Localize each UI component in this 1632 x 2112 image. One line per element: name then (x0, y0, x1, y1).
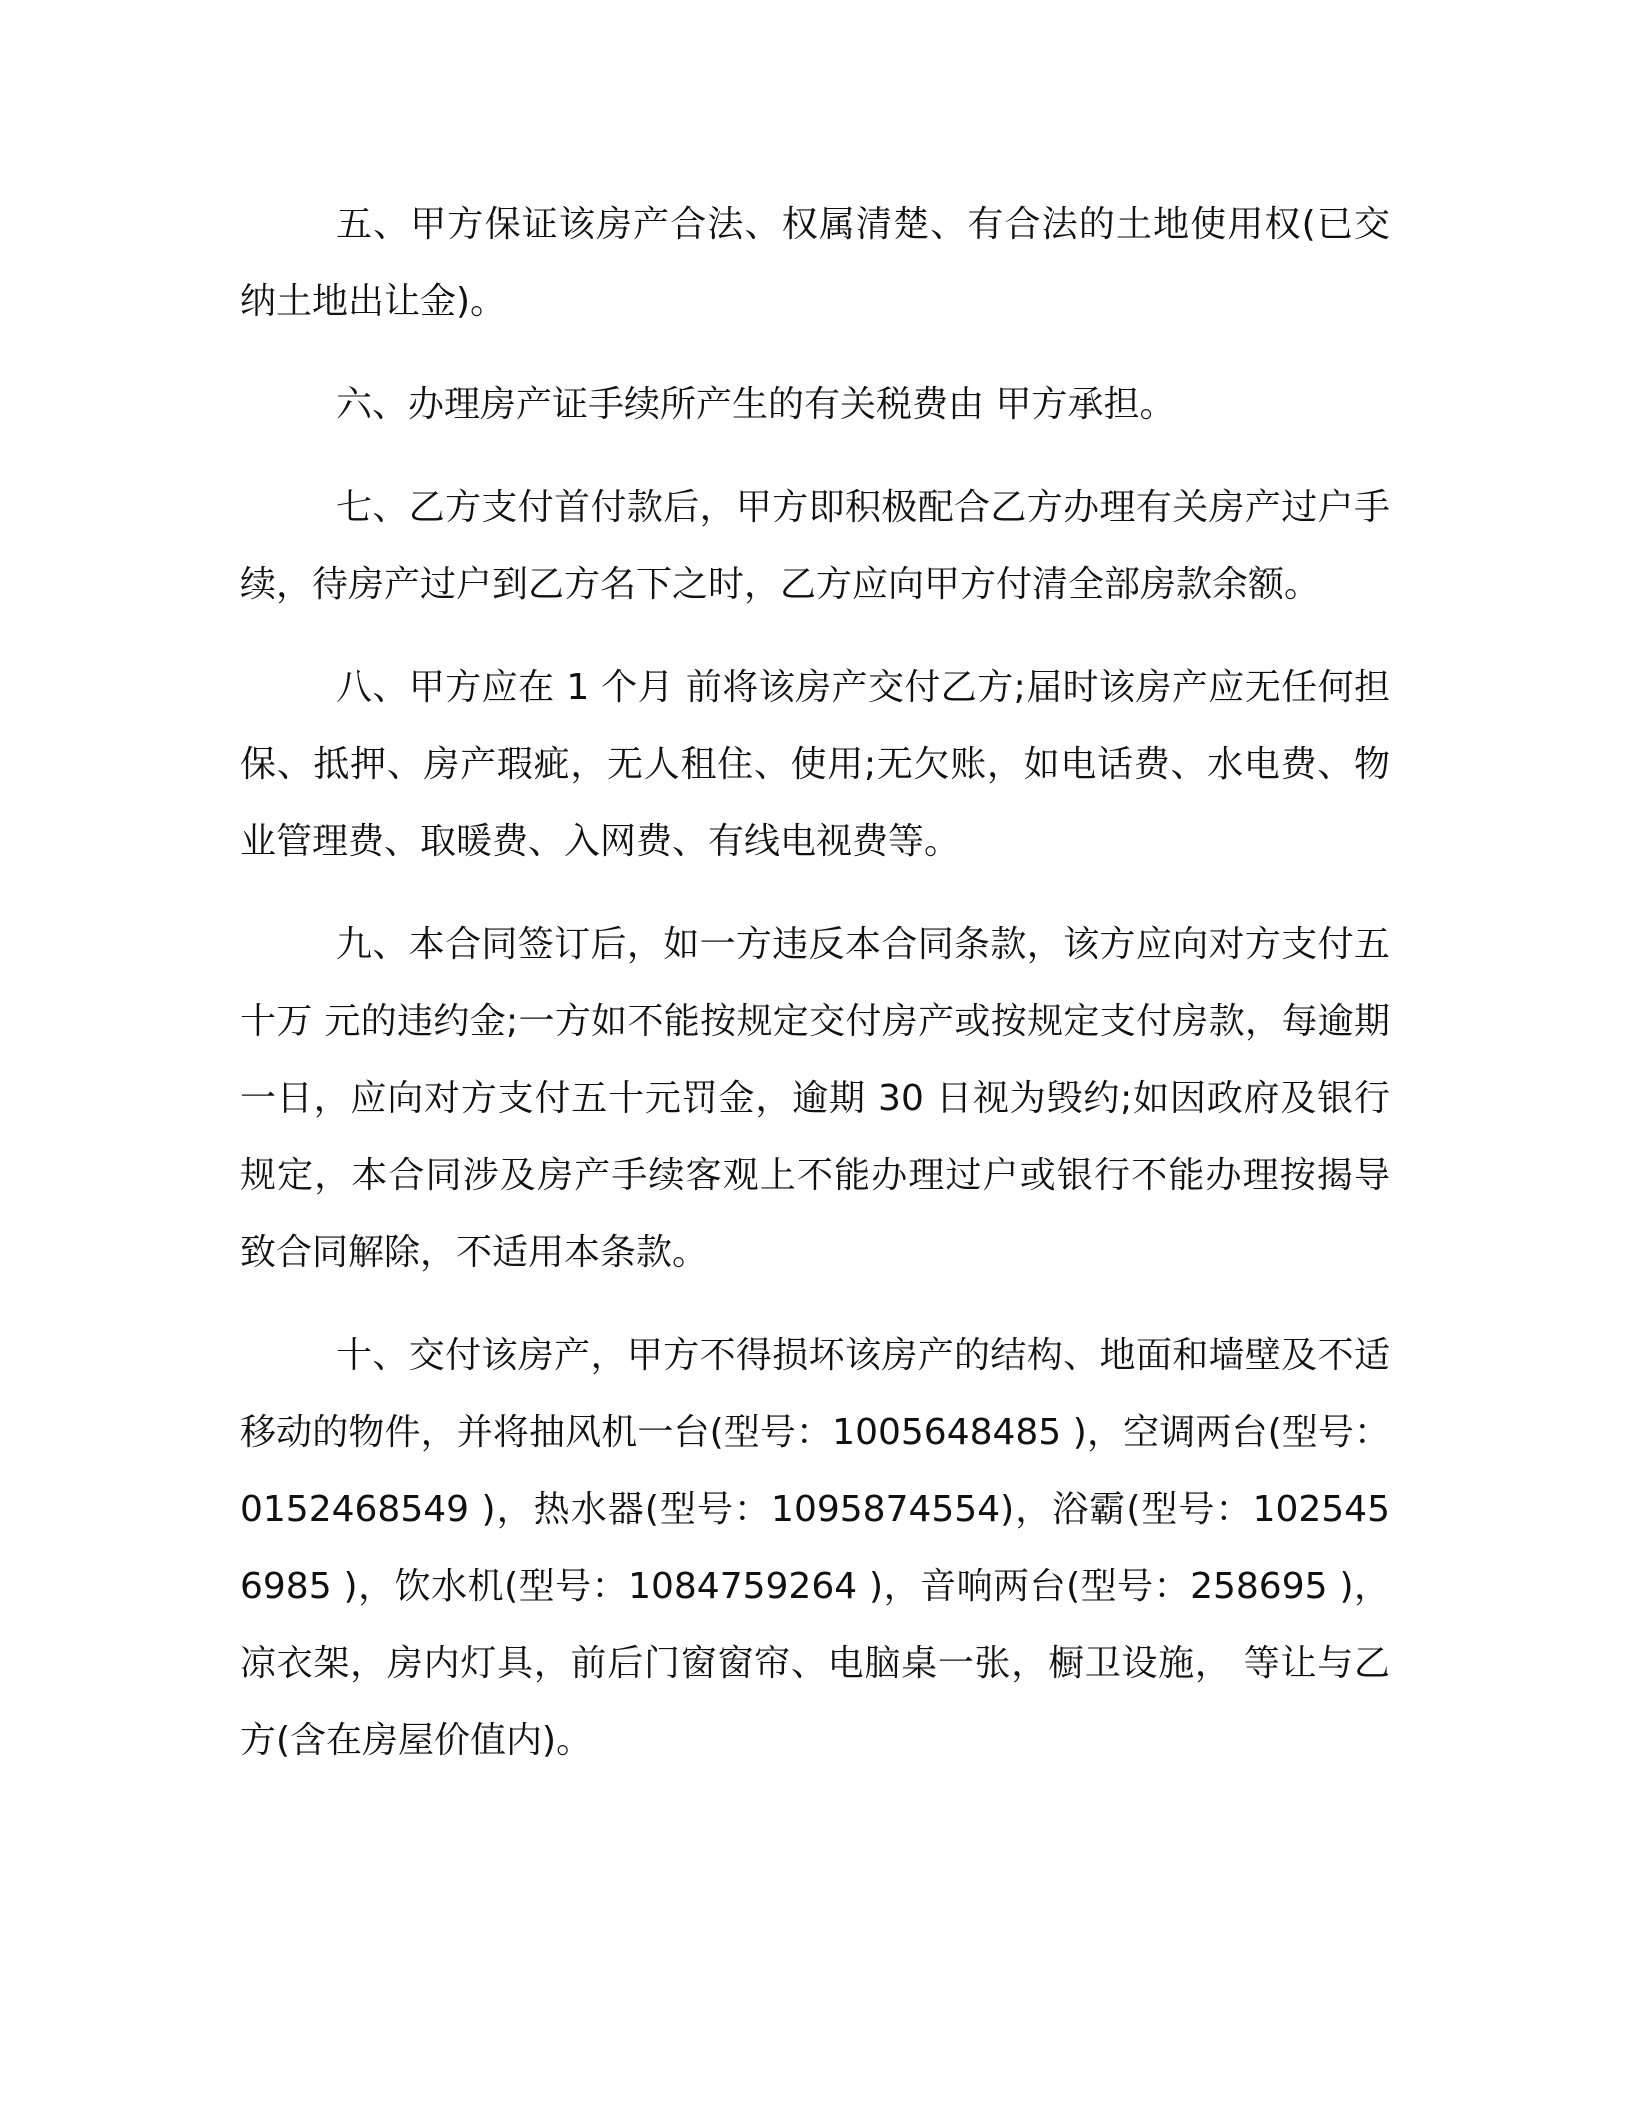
clause-7-paragraph: 七、乙方支付首付款后，甲方即积极配合乙方办理有关房产过户手续，待房产过户到乙方名下之时，乙方应向甲方付清全部房款余额。 (240, 487, 1390, 605)
clause-9-paragraph: 九、本合同签订后，如一方违反本合同条款，该方应向对方支付五十万 元的违约金;一方如不能按规定交付房产或按规定支付房款，每逾期一日，应向对方支付五十元罚金，逾期 30 日视为毁约;如因政府及银行规定，本合同涉及房产手续客观上不能办理过户或银行不能办理按揭导致合同解除，不适用本条款。 (240, 924, 1390, 1273)
clause-10-paragraph: 十、交付该房产，甲方不得损坏该房产的结构、地面和墙壁及不适移动的物件，并将抽风机一台(型号：1005648485 )，空调两台(型号：0152468549 )，热水器(型号：1095874554)，浴霸(型号：1025456985 )，饮水机(型号：1084759264 )，音响两台(型号：258695 )，凉衣架，房内灯具，前后门窗窗帘、电脑桌一张，橱卫设施， 等让与乙方(含在房屋价值内)。 (240, 1335, 1390, 1761)
clause-6-paragraph: 六、办理房产证手续所产生的有关税费由 甲方承担。 (336, 384, 1176, 425)
contract-body (240, 186, 1390, 1805)
clause-8-paragraph: 八、甲方应在 1 个月 前将该房产交付乙方;届时该房产应无任何担保、抵押、房产瑕疵，无人租住、使用;无欠账，如电话费、水电费、物业管理费、取暖费、入网费、有线电视费等。 (240, 667, 1390, 862)
clause-5-paragraph: 五、甲方保证该房产合法、权属清楚、有合法的土地使用权(已交纳土地出让金)。 (240, 204, 1390, 322)
